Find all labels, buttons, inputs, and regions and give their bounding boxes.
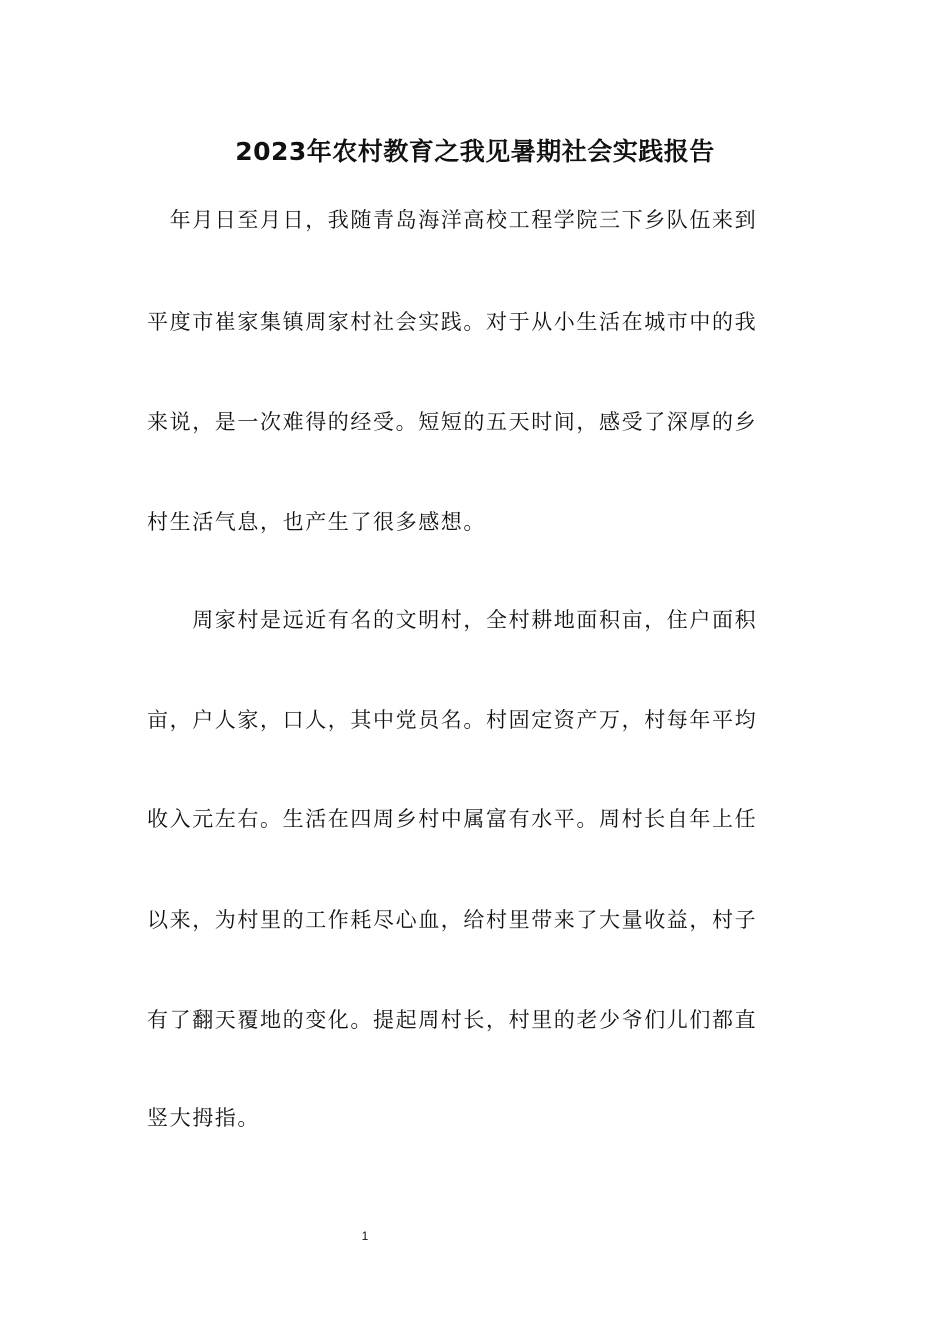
paragraph-line: 村生活气息，也产生了很多感想。 (147, 510, 486, 534)
document-title: 2023年农村教育之我见暑期社会实践报告 (235, 137, 715, 166)
paragraph-line: 有了翻天覆地的变化。提起周村长，村里的老少爷们儿们都直 (147, 1008, 758, 1032)
paragraph-line: 平度市崔家集镇周家村社会实践。对于从小生活在城市中的我 (147, 310, 758, 334)
page-number: 1 (361, 1229, 369, 1243)
paragraph-line: 竖大拇指。 (147, 1106, 260, 1130)
paragraph-line: 收入元左右。生活在四周乡村中属富有水平。周村长自年上任 (147, 807, 758, 831)
paragraph-line: 以来，为村里的工作耗尽心血，给村里带来了大量收益，村子 (147, 908, 758, 932)
paragraph-line: 周家村是远近有名的文明村，全村耕地面积亩，住户面积 (147, 608, 758, 632)
paragraph-line: 亩，户人家，口人，其中党员名。村固定资产万，村每年平均 (147, 708, 758, 732)
paragraph-line: 来说，是一次难得的经受。短短的五天时间，感受了深厚的乡 (147, 410, 758, 434)
paragraph-line: 年月日至月日，我随青岛海洋高校工程学院三下乡队伍来到 (147, 208, 758, 232)
